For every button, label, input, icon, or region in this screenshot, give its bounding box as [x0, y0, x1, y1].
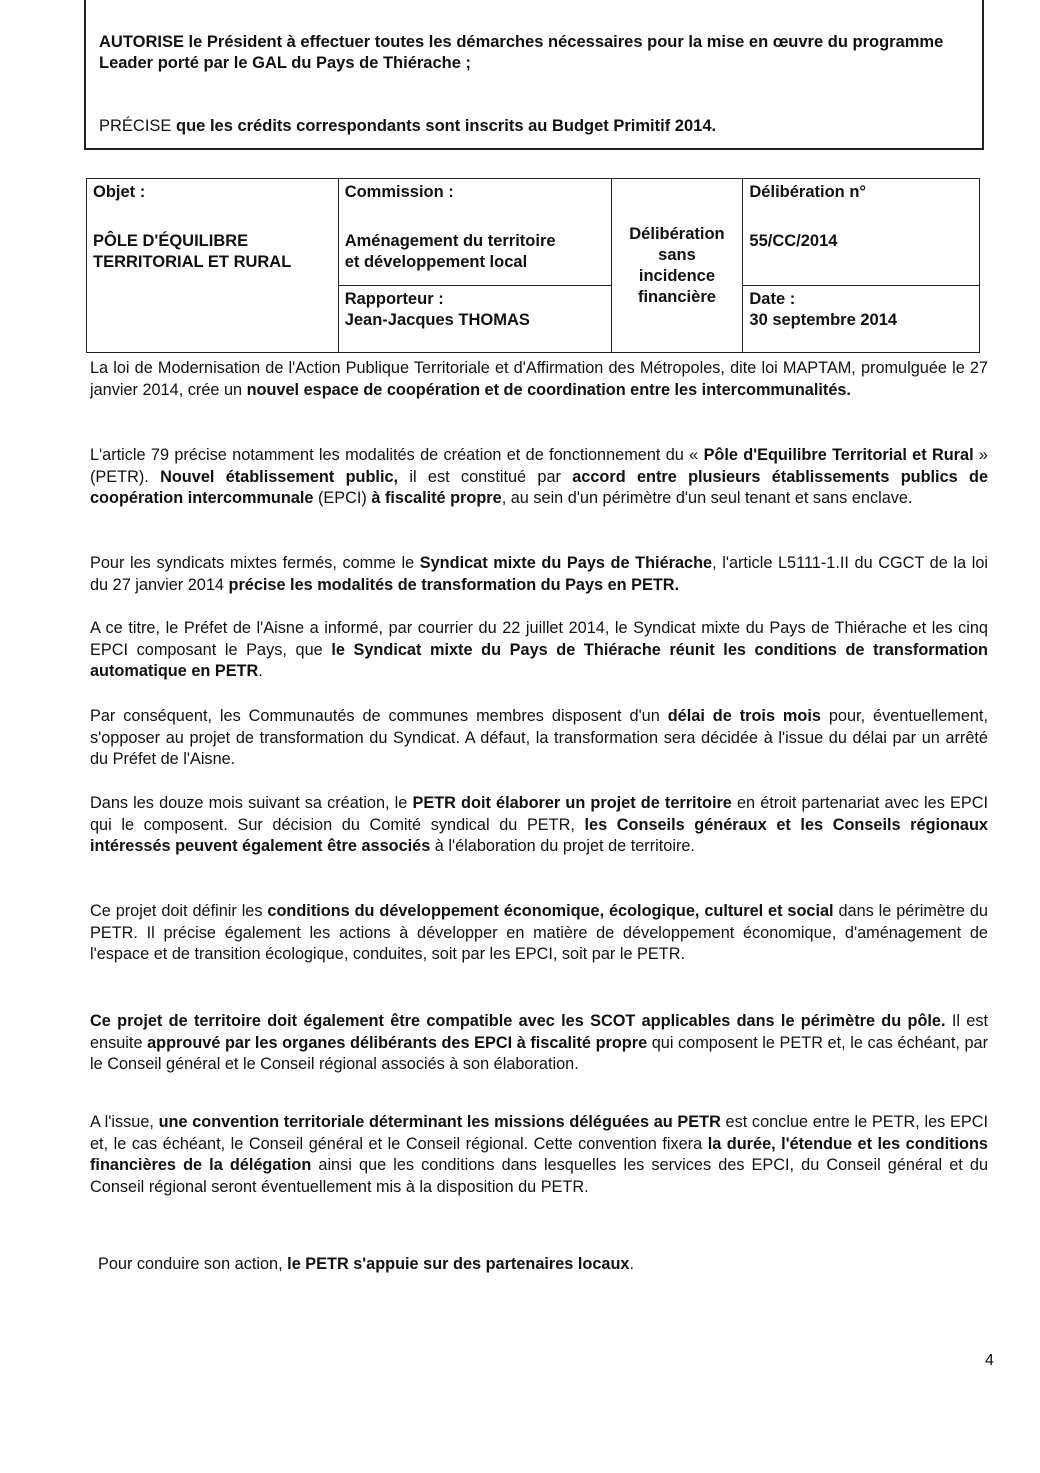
- paragraph-convention: [90, 1112, 988, 1198]
- p1-text: La loi de Modernisation de l'Action Publique Territoriale et d'Affirmation des Métropoles, dite loi MAPTAM, promulguée le 27 janvier 2014, crée un: [90, 359, 988, 399]
- commission-label: Commission :: [344, 183, 454, 201]
- p2-bold-b: Pôle d'Equilibre Territorial et Rural: [703, 446, 974, 464]
- paragraph-maptam: [90, 358, 988, 401]
- p2-bold-d: Nouvel établissement public,: [160, 467, 399, 486]
- p1-bold: nouvel espace de coopération et de coordination entre les intercommunalités.: [246, 380, 851, 399]
- paragraph-projet-territoire: [90, 793, 988, 858]
- p2-text-c: » (PETR).: [90, 446, 988, 486]
- p5-text-c: pour, éventuellement, s'opposer au projet de transformation du Syndicat. A défaut, la transformation sera décidée à l'issue du délai par un arrêté du Préfet de l'Aisne.: [90, 707, 988, 769]
- p2-text-e: il est constitué par: [398, 467, 573, 486]
- paragraph-article79: [90, 445, 988, 510]
- p2-text-g: (EPCI): [313, 489, 372, 508]
- p6-text-e: à l'élaboration du projet de territoire.: [430, 837, 695, 856]
- p2-bold-f: accord entre plusieurs établissements publics de coopération intercommunale: [90, 467, 989, 508]
- deliberation-label: Délibération n°: [749, 183, 867, 201]
- paragraph-scot: [90, 1011, 988, 1076]
- p4-text-a: A ce titre, le Préfet de l'Aisne a informé, par courrier du 22 juillet 2014, le Syndicat mixte du Pays de Thiérache et les cinq EPCI composant le Pays, que: [90, 619, 988, 659]
- deliberation-value: 55/CC/2014: [749, 232, 838, 250]
- p9-text-e: ainsi que les conditions dans lesquelles les services des EPCI, du Conseil général et du Conseil régional seront éventuellement mis à la disposition du PETR.: [90, 1156, 988, 1196]
- paragraph-conditions: [90, 901, 988, 966]
- incidence-cell: [611, 179, 743, 353]
- p8-text-b: Il est ensuite: [90, 1012, 988, 1052]
- p8-text-d: qui composent le PETR et, le cas échéant, par le Conseil général et le Conseil régional associés à son élaboration.: [90, 1033, 988, 1074]
- incidence-line3: incidence: [638, 266, 716, 285]
- incidence-line4: financière: [637, 287, 716, 306]
- paragraph-syndicats: [90, 553, 988, 596]
- incidence-line1: Délibération: [629, 224, 725, 243]
- p2-text-a: L'article 79 précise notamment les modalités de création et de fonctionnement du «: [90, 446, 704, 464]
- p3-bold-d: précise les modalités de transformation du Pays en PETR.: [228, 575, 680, 594]
- autorise-paragraph: [99, 32, 979, 74]
- p9-bold-d: la durée, l'étendue et les conditions financières de la délégation: [90, 1134, 988, 1175]
- p4-bold-b: le Syndicat mixte du Pays de Thiérache réunit les conditions de transformation automatique en PETR: [90, 640, 988, 681]
- objet-value-line1: PÔLE D'ÉQUILIBRE: [93, 232, 249, 250]
- rapporteur-cell: [338, 286, 611, 353]
- commission-cell: [338, 179, 611, 286]
- p9-bold-b: une convention territoriale déterminant les missions déléguées au PETR: [158, 1113, 721, 1131]
- p6-text-a: Dans les douze mois suivant sa création, le: [90, 794, 413, 812]
- p6-bold-d: les Conseils généraux et les Conseils régionaux intéressés peuvent également être associés: [90, 815, 988, 856]
- paragraph-partenaires: [98, 1254, 996, 1276]
- precise-text: que les crédits correspondants sont inscrits au Budget Primitif 2014.: [171, 117, 717, 135]
- rapporteur-label: Rapporteur :: [344, 290, 444, 308]
- objet-cell: [87, 179, 339, 353]
- p5-bold-b: délai de trois mois: [667, 707, 821, 725]
- p4-text-c: .: [258, 662, 263, 681]
- p9-text-c: est conclue entre le PETR, les EPCI et, le cas échéant, le Conseil général et le Conseil régional. Cette convention fixera: [90, 1113, 989, 1153]
- date-value: 30 septembre 2014: [749, 311, 898, 329]
- p7-text-a: Ce projet doit définir les: [90, 902, 268, 920]
- objet-label: Objet :: [93, 183, 146, 201]
- rapporteur-value: Jean-Jacques THOMAS: [344, 311, 530, 329]
- p3-text-c: , l'article L5111-1.II du CGCT de la loi du 27 janvier 2014: [90, 554, 988, 594]
- paragraph-delai: [90, 706, 988, 771]
- p7-text-c: dans le périmètre du PETR. Il précise également les actions à développer en matière de développement économique, d'aménagement de l'espace et de transition écologique, conduites, soit par les EPCI, soit par le PETR.: [90, 902, 988, 964]
- p8-bold-a: Ce projet de territoire doit également être compatible avec les SCOT applicables dans le périmètre du pôle.: [90, 1012, 946, 1030]
- date-cell: [743, 286, 980, 353]
- decision-box: [84, 0, 984, 150]
- paragraph-prefet: [90, 618, 988, 683]
- p6-text-c: en étroit partenariat avec les EPCI qui le composent. Sur décision du Comité syndical du PETR,: [90, 794, 988, 834]
- precise-paragraph: [99, 116, 979, 137]
- p8-bold-c: approuvé par les organes délibérants des EPCI à fiscalité propre: [147, 1033, 648, 1052]
- commission-value-line2: et développement local: [344, 253, 528, 271]
- autorise-text: le Président à effectuer toutes les démarches nécessaires pour la mise en œuvre du programme Leader porté par le GAL du Pays de Thiérache ;: [99, 33, 944, 72]
- p2-bold-h: à fiscalité propre: [371, 489, 502, 508]
- commission-value-line1: Aménagement du territoire: [344, 232, 556, 250]
- objet-value-line2: TERRITORIAL ET RURAL: [93, 253, 292, 271]
- page-number: 4: [985, 1352, 994, 1369]
- deliberation-number-cell: [743, 179, 980, 286]
- p5-text-a: Par conséquent, les Communautés de communes membres disposent d'un: [90, 707, 668, 725]
- p10-text-c: .: [629, 1255, 634, 1273]
- deliberation-header-table: [86, 178, 980, 353]
- p3-text-a: Pour les syndicats mixtes fermés, comme le: [90, 554, 420, 572]
- p9-text-a: A l'issue,: [90, 1113, 159, 1131]
- p10-text-a: Pour conduire son action,: [98, 1255, 288, 1273]
- p10-bold-b: le PETR s'appuie sur des partenaires locaux: [287, 1255, 630, 1273]
- incidence-line2: sans: [658, 245, 696, 264]
- precise-keyword: PRÉCISE: [99, 117, 172, 135]
- p7-bold-b: conditions du développement économique, écologique, culturel et social: [267, 902, 834, 920]
- p6-bold-b: PETR doit élaborer un projet de territoire: [412, 794, 732, 812]
- p2-text-i: , au sein d'un périmètre d'un seul tenant et sans enclave.: [501, 489, 913, 508]
- p3-bold-b: Syndicat mixte du Pays de Thiérache: [419, 554, 713, 572]
- date-label: Date :: [749, 290, 796, 308]
- autorise-keyword: AUTORISE: [99, 33, 184, 51]
